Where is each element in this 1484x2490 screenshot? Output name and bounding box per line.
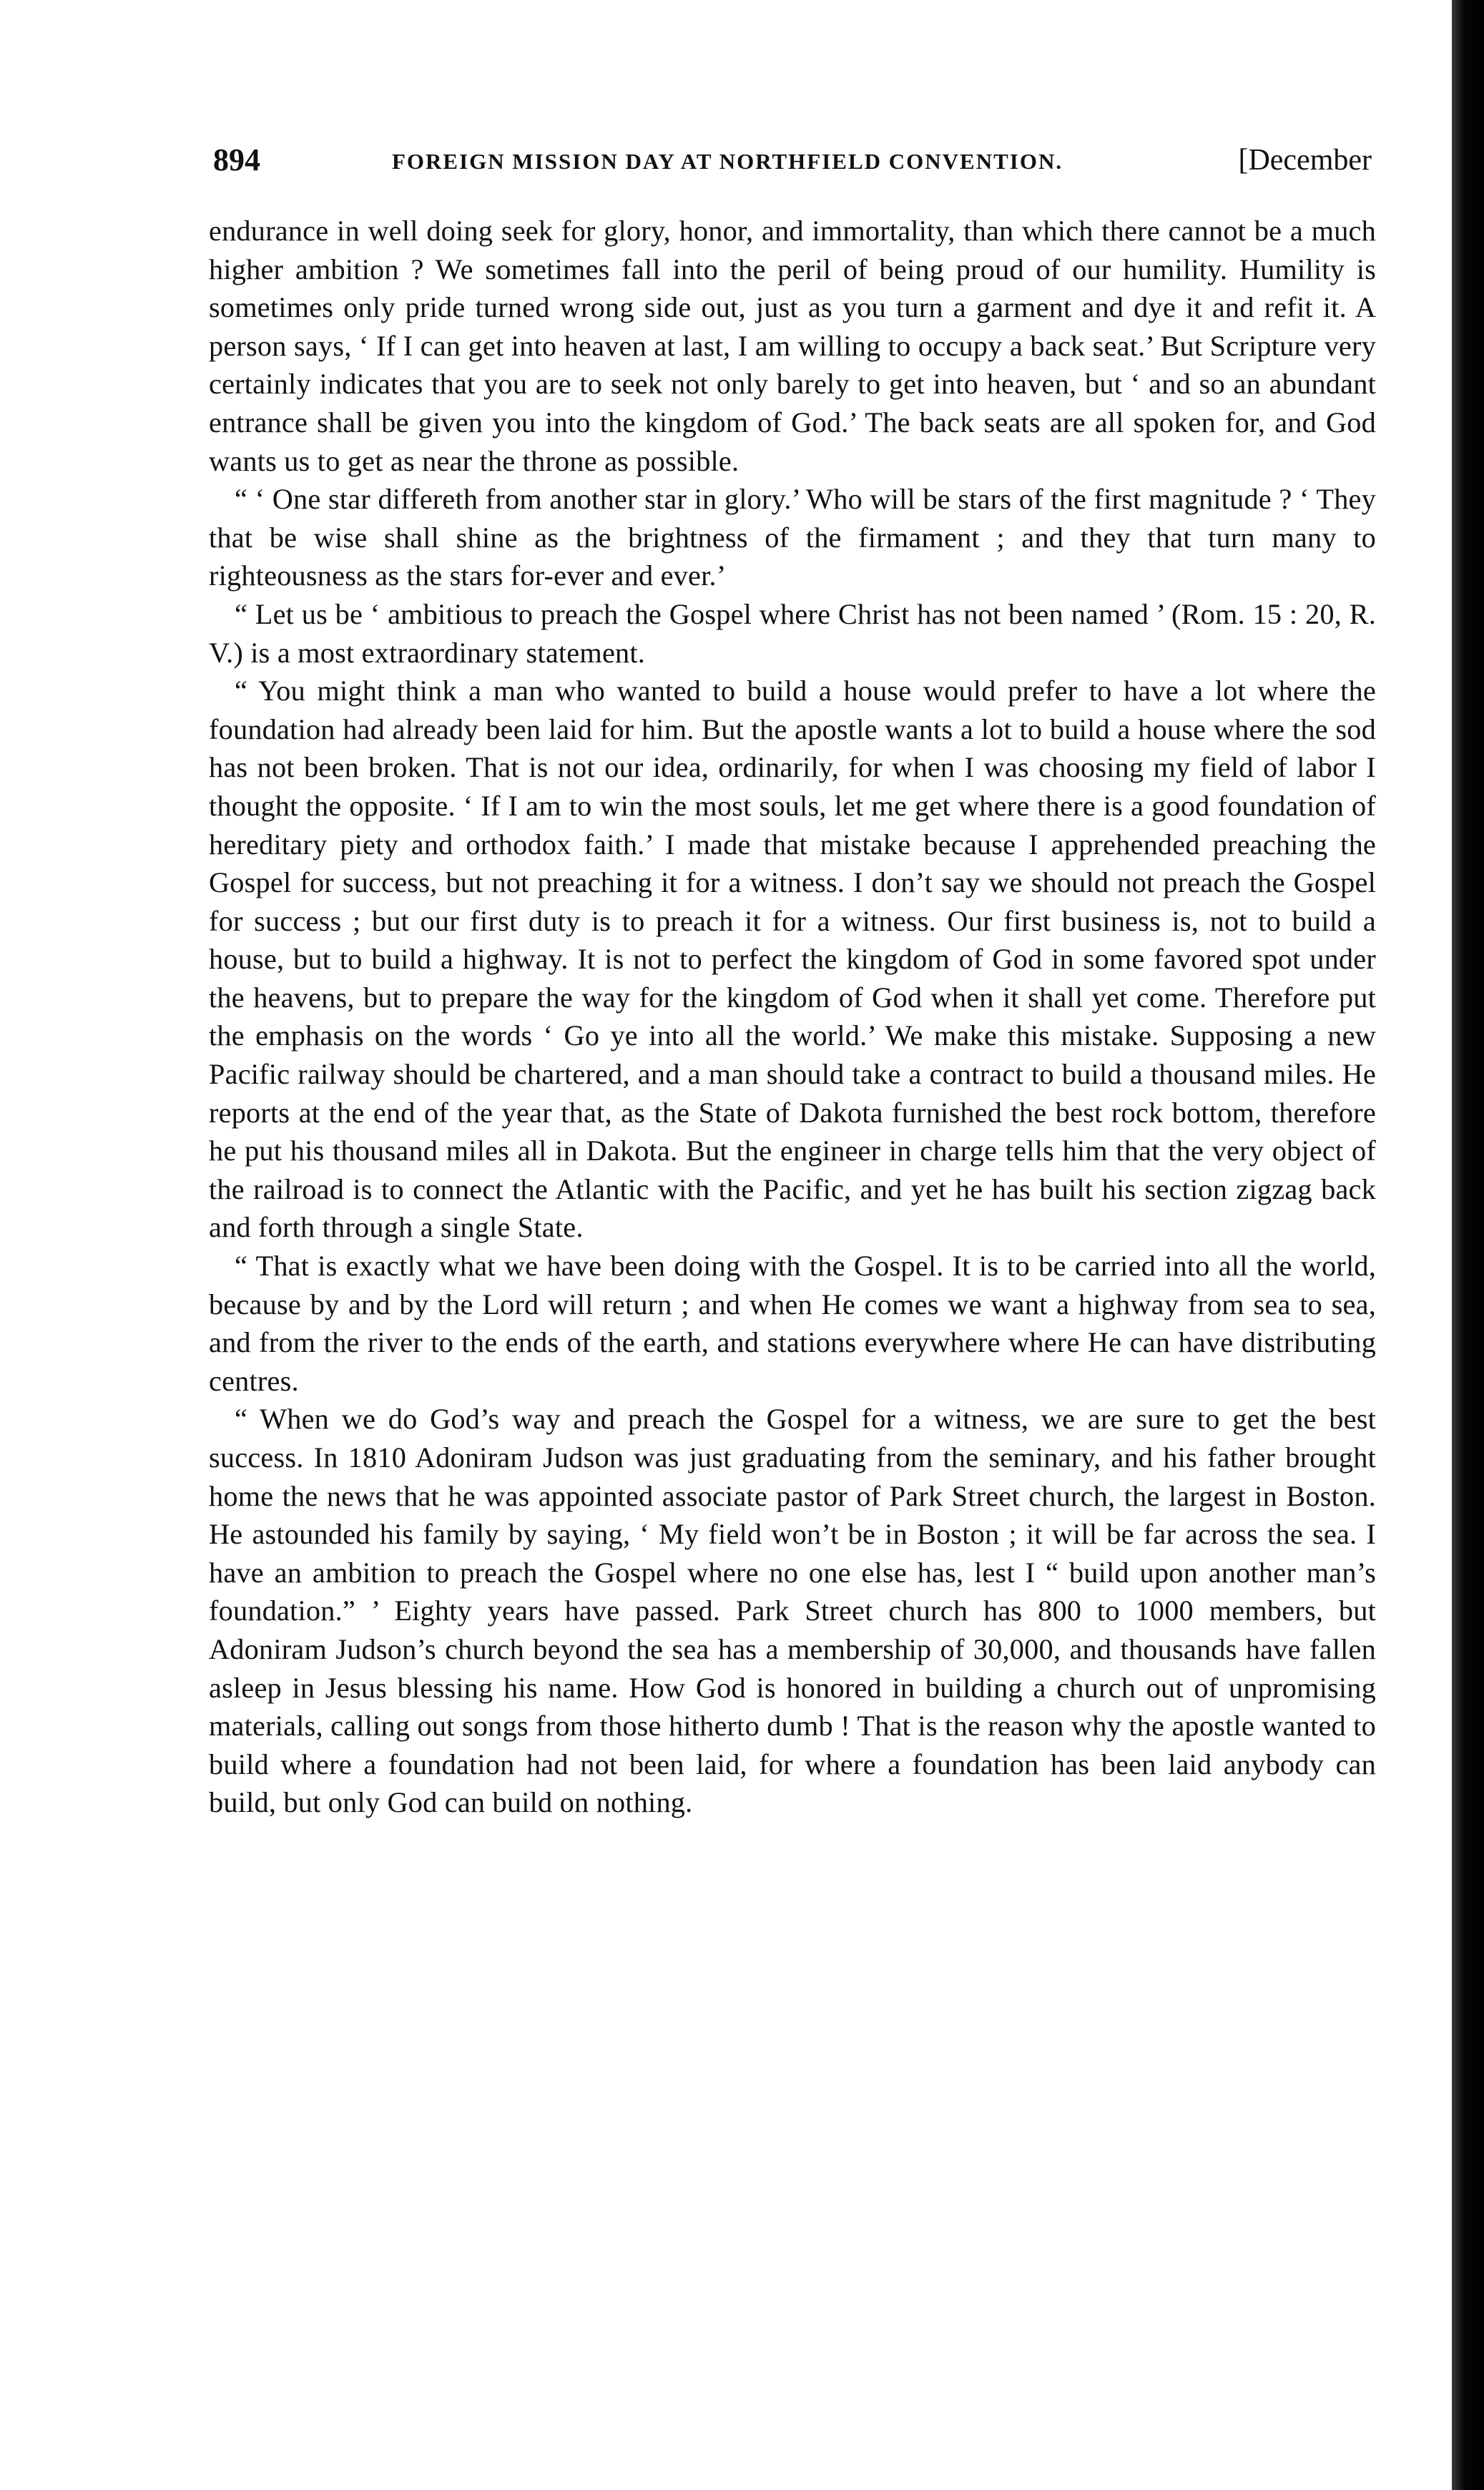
running-head bbox=[213, 142, 1372, 185]
page-number: 894 bbox=[213, 142, 260, 177]
running-month: [December bbox=[1238, 144, 1372, 177]
article-text bbox=[209, 212, 1376, 1822]
paragraph-6: “ When we do God’s way and preach the Gospel for a witness, we are sure to get the best success. In 1810 Adoniram Judson was just graduating from the seminary, and his father brought home the news that he was appointed associate pastor of Park Street church, the largest in Boston. He astounded his family by saying, ‘ My field won’t be in Boston ; it will be far across the sea. I have an ambition to preach the Gospel where no one else has, lest I “ build upon another man’s foundation.” ’ Eighty years have passed. Park Street church has 800 to 1000 members, but Adoniram Judson’s church beyond the sea has a membership of 30,000, and thousands have fallen asleep in Jesus blessing his name. How God is honored in building a church out of unpromising materials, calling out songs from those hitherto dumb ! That is the reason why the apostle wanted to build where a foundation had not been laid, for where a foundation has been laid anybody can build, but only God can build on nothing. bbox=[209, 1403, 1376, 1819]
paragraph-1: endurance in well doing seek for glory, honor, and immortality, than which there cannot be a much higher ambition ? We sometimes fall into the peril of being proud of our humility. Humility is sometimes only pride turned wrong side out, just as you turn a garment and dye it and refit it. A person says, ‘ If I can get into heaven at last, I am willing to occupy a back seat.’ But Scripture very certainly indicates that you are to seek not only barely to get into heaven, but ‘ and so an abundant entrance shall be given you into the kingdom of God.’ The back seats are all spoken for, and God wants us to get as near the throne as possible. bbox=[209, 215, 1376, 477]
running-title: FOREIGN MISSION DAY AT NORTHFIELD CONVENTION. bbox=[392, 149, 1063, 174]
paragraph-3: “ Let us be ‘ ambitious to preach the Gospel where Christ has not been named ’ (Rom. 15 : 20, R. V.) is a most extraordinary statement. bbox=[209, 597, 1376, 669]
paragraph-5: “ That is exactly what we have been doing with the Gospel. It is to be carried into all the world, because by and by the Lord will return ; and when He comes we want a highway from sea to sea, and from the river to the ends of the earth, and stations everywhere where He can have distributing centres. bbox=[209, 1250, 1376, 1397]
paragraph-2: “ ‘ One star differeth from another star in glory.’ Who will be stars of the first magnitude ? ‘ They that be wise shall shine as the brightness of the firmament ; and they that turn many to righteousness as the stars for-ever and ever.’ bbox=[209, 483, 1376, 592]
binding-shadow bbox=[1452, 0, 1484, 2490]
paragraph-4: “ You might think a man who wanted to build a house would prefer to have a lot where the foundation had already been laid for him. But the apostle wants a lot to build a house where the sod has not been broken. That is not our idea, ordinarily, for when I was choosing my field of labor I thought the opposite. ‘ If I am to win the most souls, let me get where there is a good foundation of hereditary piety and orthodox faith.’ I made that mistake because I apprehended preaching the Gospel for success, but not preaching it for a witness. I don’t say we should not preach the Gospel for success ; but our first duty is to preach it for a witness. Our first business is, not to build a house, but to build a highway. It is not to perfect the kingdom of God in some favored spot under the heavens, but to prepare the way for the kingdom of God when it shall yet come. Therefore put the emphasis on the words ‘ Go ye into all the world.’ We make this mistake. Supposing a new Pacific railway should be chartered, and a man should take a contract to build a thousand miles. He reports at the end of the year that, as the State of Dakota furnished the best rock bottom, therefore he put his thousand miles all in Dakota. But the engineer in charge tells him that the very object of the railroad is to connect the Atlantic with the Pacific, and yet he has built his section zigzag back and forth through a single State. bbox=[209, 675, 1376, 1244]
